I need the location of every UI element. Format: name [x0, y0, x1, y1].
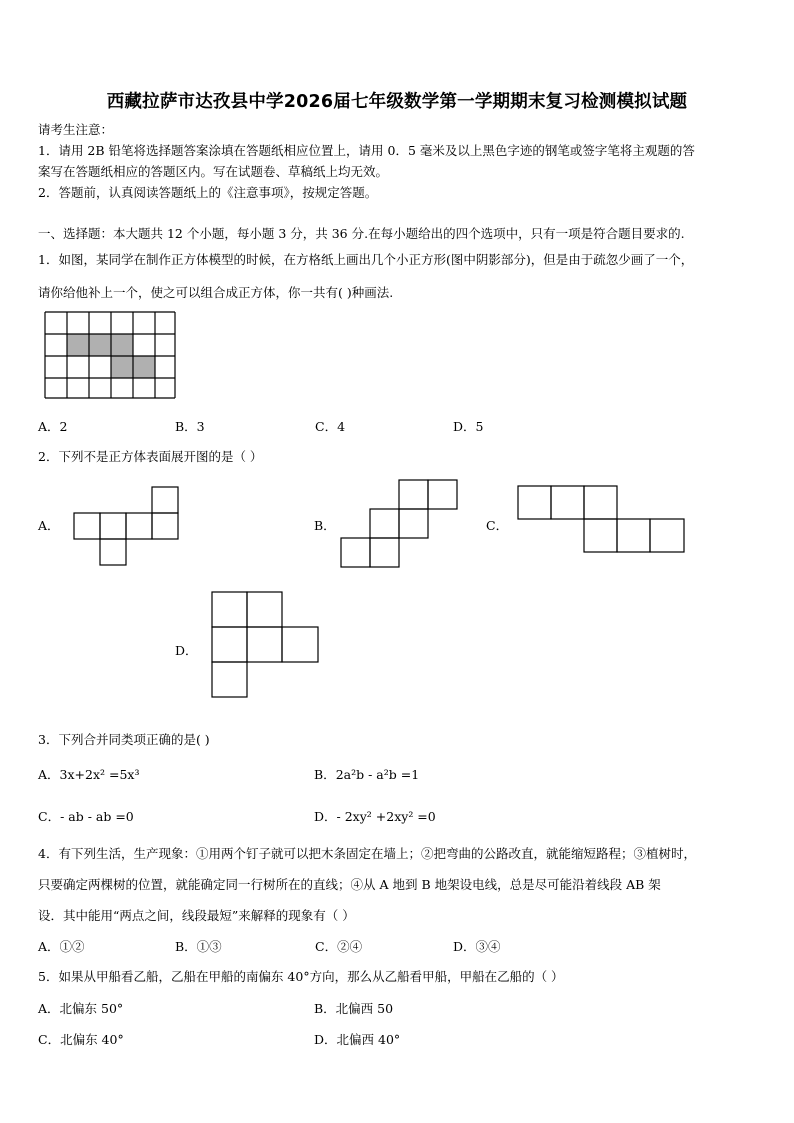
q3-option-d	[314, 807, 436, 825]
q4-stem-line-1: 4．有下列生活，生产现象：①用两个钉子就可以把木条固定在墙上；②把弯曲的公路改直，就能缩短路程；③植树时，	[38, 846, 696, 861]
q2-label-b: B．	[314, 518, 336, 533]
q4-option-d: D．③④	[453, 939, 501, 954]
q4-option-a: A．①②	[38, 939, 85, 954]
q3-option-a-label: A．	[38, 767, 60, 782]
page-title: 西藏拉萨市达孜县中学2026届七年级数学第一学期期末复习检测模拟试题	[106, 92, 688, 112]
q2-net-d	[212, 592, 320, 700]
q2-net-c	[518, 486, 686, 554]
q2-label-a: A．	[38, 518, 60, 533]
q4-stem-line-2: 只要确定两棵树的位置，就能确定同一行树所在的直线；④从 A 地到 B 地架设电线，总是尽可能沿着线段 AB 架	[38, 877, 661, 892]
q4-stem-line-3: 设．其中能用“两点之间，线段最短”来解释的现象有（ ）	[38, 908, 355, 923]
q3-option-d-text: - 2xy² +2xy² =0	[336, 809, 436, 824]
q1-option-d: D．5	[453, 419, 484, 434]
q3-option-a	[38, 765, 139, 783]
q5-option-c: C．北偏东 40°	[38, 1032, 124, 1047]
q1-option-a: A．2	[38, 419, 68, 434]
q3-option-b	[314, 765, 419, 783]
q3-option-a-text: 3x+2x² =5x³	[59, 767, 140, 782]
notice-heading: 请考生注意：	[38, 122, 114, 137]
section-heading: 一、选择题：本大题共 12 个小题，每小题 3 分，共 36 分.在每小题给出的四个选项中，只有一项是符合题目要求的.	[38, 226, 685, 241]
q1-stem-line-1: 1．如图，某同学在制作正方体模型的时候，在方格纸上画出几个小正方形(图中阴影部分)，但是由于疏忽少画了一个，	[38, 252, 694, 267]
q2-net-a	[74, 487, 180, 567]
q2-label-d: D．	[175, 643, 198, 658]
q2-stem: 2．下列不是正方体表面展开图的是（ ）	[38, 449, 263, 464]
q2-label-c: C．	[486, 518, 509, 533]
q4-option-b: B．①③	[175, 939, 222, 954]
q5-option-b: B．北偏西 50	[314, 1001, 394, 1016]
q2-net-b	[341, 480, 459, 568]
notice-item-1-line-2: 案写在答题纸相应的答题区内。写在试题卷、草稿纸上均无效。	[38, 164, 389, 179]
q3-option-c-text: - ab - ab =0	[60, 809, 134, 824]
q3-option-b-text: 2a²b - a²b =1	[335, 767, 420, 782]
q1-option-c: C．4	[315, 419, 346, 434]
q5-stem: 5．如果从甲船看乙船，乙船在甲船的南偏东 40°方向，那么从乙船看甲船，甲船在乙船的（ ）	[38, 969, 564, 984]
q3-stem: 3．下列合并同类项正确的是( )	[38, 732, 210, 747]
q3-option-c-label: C．	[38, 809, 61, 824]
q1-stem-line-2: 请你给他补上一个，使之可以组合成正方体，你一共有( )种画法.	[38, 285, 394, 300]
q3-option-b-label: B．	[314, 767, 336, 782]
q1-option-b: B．3	[175, 419, 205, 434]
q5-option-a: A．北偏东 50°	[38, 1001, 124, 1016]
notice-item-2: 2．答题前，认真阅读答题纸上的《注意事项》，按规定答题。	[38, 185, 378, 200]
q3-option-d-label: D．	[314, 809, 337, 824]
q4-option-c: C．②④	[315, 939, 363, 954]
q1-grid-figure	[45, 312, 177, 400]
q5-option-d: D．北偏西 40°	[314, 1032, 401, 1047]
q3-option-c	[38, 807, 134, 825]
notice-item-1-line-1: 1．请用 2B 铅笔将选择题答案涂填在答题纸相应位置上，请用 0．5 毫米及以上黑色字迹的钢笔或签字笔将主观题的答	[38, 143, 695, 158]
